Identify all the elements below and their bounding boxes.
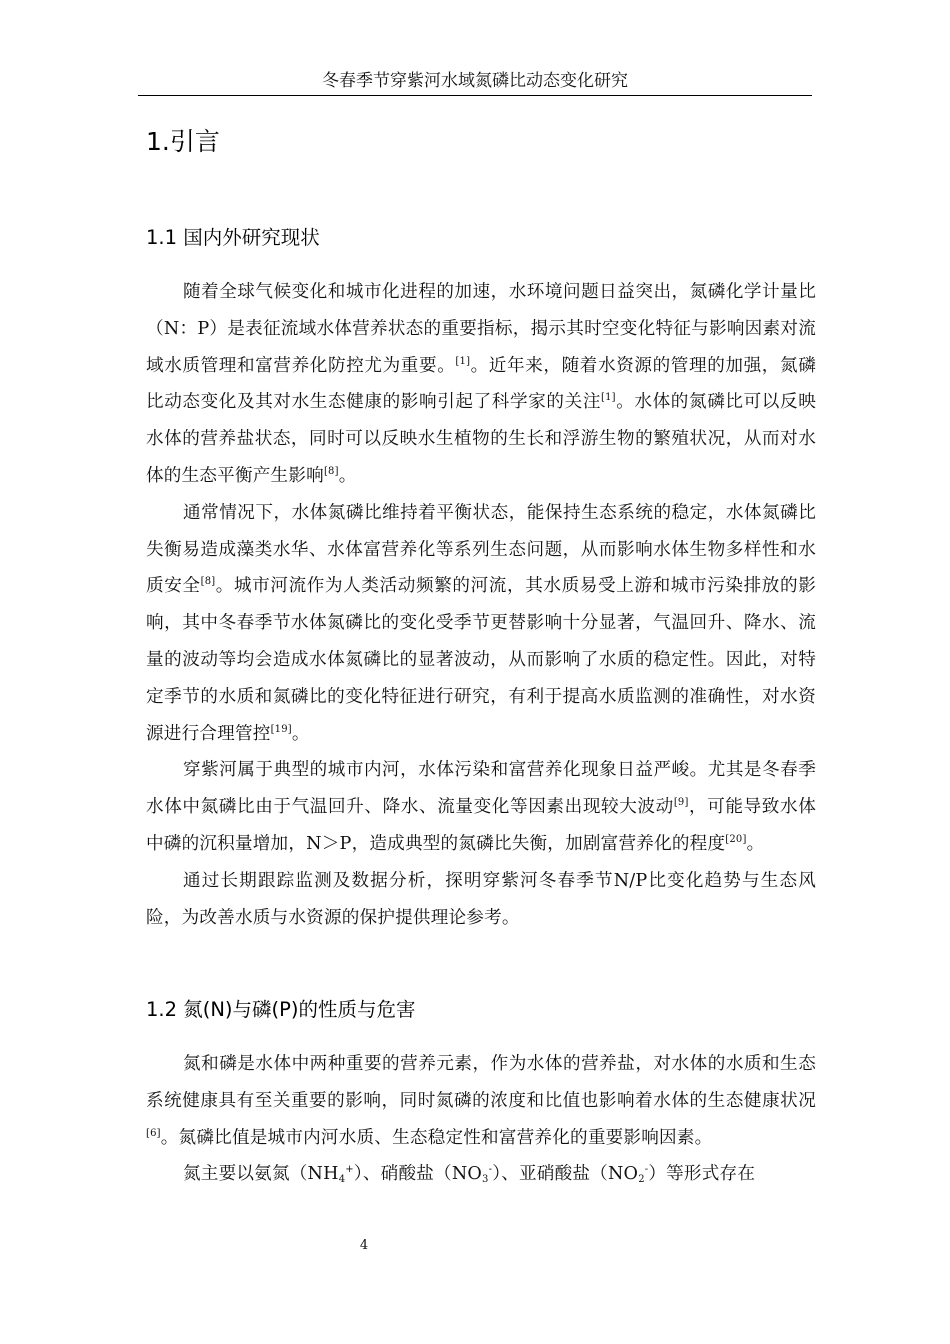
- citation-ref: [6]: [146, 1127, 161, 1139]
- paragraph-text: ）等形式存在: [648, 1164, 756, 1185]
- subscript: 4: [338, 1174, 346, 1186]
- paragraph-2: [146, 495, 816, 753]
- citation-ref: [19]: [270, 723, 292, 735]
- paragraph-text: 随着全球气候变化和城市化进程的加速，水环境问题日益突出，氮磷化学计量比（N：P）是表征流域水体营养状态的重要指标，揭示其时空变化特征与影响因素对流域水质管理和富营养化防控尤为重要。: [146, 282, 816, 376]
- paragraph-4: 通过长期跟踪监测及数据分析，探明穿紫河冬春季节N/P比变化趋势与生态风险，为改善水质与水资源的保护提供理论参考。: [146, 870, 816, 928]
- paragraph-text: 氮和磷是水体中两种重要的营养元素，作为水体的营养盐，对水体的水质和生态系统健康具有至关重要的影响，同时氮磷的浓度和比值也影响着水体的生态健康状况: [146, 1054, 816, 1111]
- paragraph-text: 通常情况下，水体氮磷比维持着平衡状态，能保持生态系统的稳定，水体氮磷比失衡易造成藻类水华、水体富营养化等系列生态问题，从而影响水体生物多样性和水质安全: [146, 502, 816, 597]
- paragraph-6: [146, 1156, 816, 1193]
- paragraph-text: 穿紫河属于典型的城市内河，水体污染和富营养化现象日益严峻。尤其是冬春季水体中氮磷比由于气温回升、降水、流量变化等因素出现较大波动: [146, 760, 816, 818]
- paragraph-text: ）、硝酸盐（NO: [353, 1164, 483, 1185]
- paragraph-text: 。氮磷比值是城市内河水质、生态稳定性和富营养化的重要影响因素。: [160, 1127, 713, 1148]
- section-1-1-body: [146, 274, 816, 936]
- section-1-2-body: [146, 1046, 816, 1193]
- paragraph-5: [146, 1046, 816, 1156]
- citation-ref: [9]: [673, 797, 689, 809]
- paragraph-text: 。: [746, 833, 765, 854]
- paragraph-text: 。: [291, 723, 310, 744]
- citation-ref: [20]: [725, 833, 747, 845]
- paragraph-3: [146, 752, 816, 862]
- header-rule: [138, 95, 812, 96]
- citation-ref: [1]: [601, 392, 616, 404]
- section-1-heading: 1.引言: [146, 127, 220, 156]
- section-1-1-heading: 1.1 国内外研究现状: [146, 226, 320, 249]
- running-header: 冬春季节穿紫河水域氮磷比动态变化研究: [322, 71, 628, 91]
- citation-ref: [8]: [200, 576, 216, 588]
- subscript: 3: [482, 1174, 489, 1186]
- subscript: 2: [638, 1174, 645, 1186]
- paragraph-text: 。城市河流作为人类活动频繁的河流，其水质易受上游和城市污染排放的影响，其中冬春季节水体氮磷比的变化受季节更替影响十分显著，气温回升、降水、流量的波动等均会造成水体氮磷比的显著波动，从而影响了水质的稳定性。因此，对特定季节的水质和氮磷比的变化特征进行研究，有利于提高水质监测的准确性，对水资源进行合理管控: [146, 576, 816, 744]
- paragraph-text: 。: [338, 465, 357, 486]
- paragraph-text: 。水体的氮磷比可以反映水体的营养盐状态，同时可以反映水生植物的生长和浮游生物的繁殖状况，从而对水体的生态平衡产生影响: [146, 392, 816, 486]
- citation-ref: [1]: [455, 355, 471, 367]
- superscript: -: [488, 1164, 493, 1176]
- page-number: 4: [359, 1238, 369, 1253]
- superscript: +: [345, 1164, 354, 1176]
- superscript: -: [644, 1164, 649, 1176]
- paragraph-1: [146, 274, 816, 495]
- paragraph-text: ，可能导致水体中磷的沉积量增加，N＞P，造成典型的氮磷比失衡，加剧富营养化的程度: [146, 797, 816, 854]
- paragraph-text: 氮主要以氨氮（NH: [183, 1164, 339, 1185]
- paragraph-text: ）、亚硝酸盐（NO: [492, 1164, 639, 1185]
- section-1-2-heading: 1.2 氮(N)与磷(P)的性质与危害: [146, 998, 416, 1021]
- citation-ref: [8]: [323, 465, 339, 477]
- paragraph-text: 。近年来，随着水资源的管理的加强，氮磷比动态变化及其对水生态健康的影响引起了科学家的关注: [146, 355, 816, 413]
